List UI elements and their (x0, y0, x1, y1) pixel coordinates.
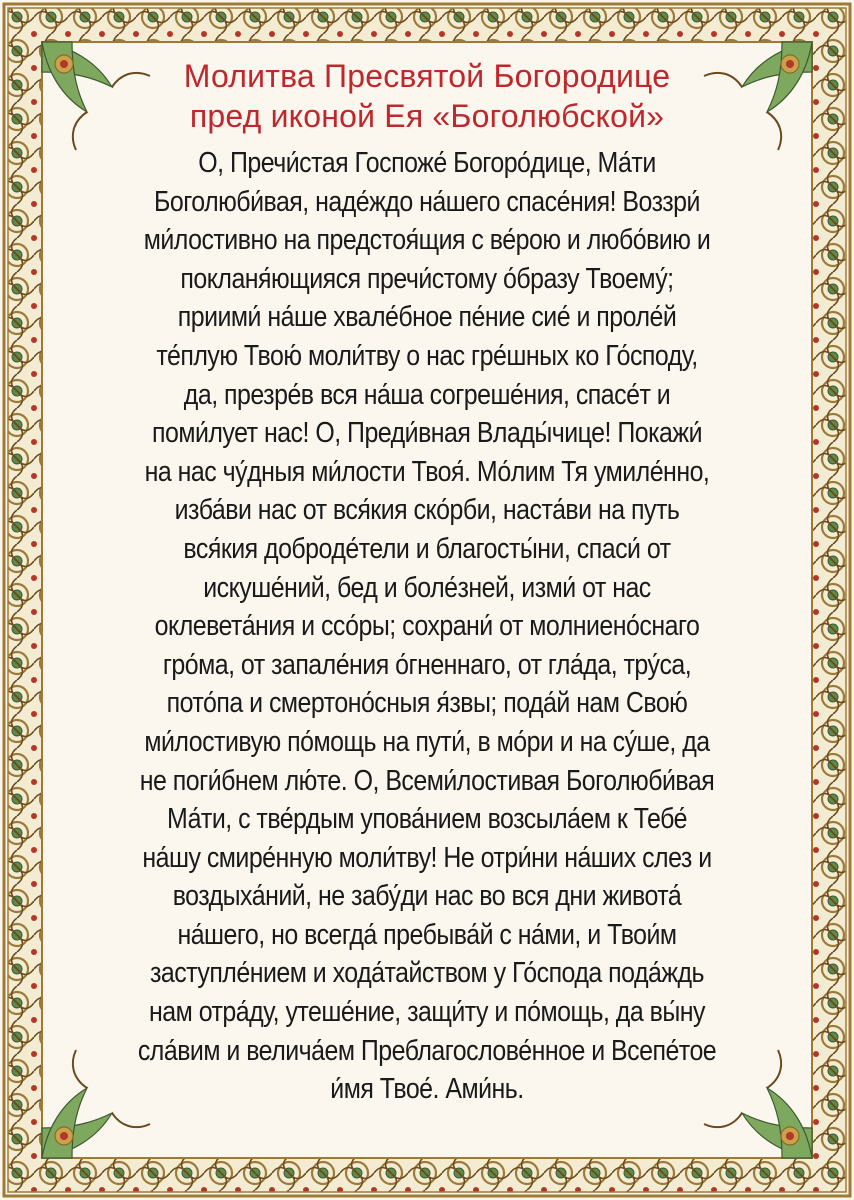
prayer-line: воздыха́ний, не забу́ди нас во вся дни живота́ (172, 880, 682, 913)
title-line: пред иконой Ея «Боголюбской» (189, 98, 665, 134)
prayer-line: сла́вим и велича́ем Преблагослове́нное и Всепе́тое (137, 1034, 717, 1067)
prayer-title (62, 56, 792, 136)
prayer-line: ми́лостивно на предстоя́щия с ве́рою и любо́вию и (143, 224, 711, 257)
prayer-line: нам отра́ду, утеше́ние, защи́ту и по́мощь, да вы́ну (149, 996, 705, 1029)
prayer-line: пото́па и смертоно́сныя я́звы; пода́й нам Свою́ (166, 687, 688, 720)
prayer-line: искуше́ний, бед и боле́зней, изми́ от нас (203, 571, 651, 604)
prayer-line: те́плую Твою́ моли́тву о нас гре́шных ко Го́споду, (156, 339, 698, 372)
prayer-line: гро́ма, от запале́ния о́гненнаго, от гла́да, тру́са, (162, 648, 692, 681)
prayer-line: оклевета́ния и ссо́ры; сохрани́ от молниено́снаго (154, 610, 700, 643)
prayer-line: и́мя Твое́. Ами́нь. (330, 1073, 524, 1106)
prayer-line: да, презре́в вся на́ша согреше́ния, спасе́т и (183, 378, 671, 411)
prayer-line: на́шего, но всегда́ пребыва́й с на́ми, и Твои́м (177, 918, 677, 951)
prayer-line: на́шу смире́нную моли́тву! Не отри́ни на́ших слез и (142, 841, 712, 874)
prayer-line: вся́кия доброде́тели и благосты́ни, спаси́ от (183, 532, 671, 565)
prayer-line: покланя́ющияся пречи́стому о́бразу Твоему́; (180, 262, 674, 295)
prayer-line: не поги́бнем лю́те. О, Всеми́лостивая Боголюби́вая (139, 764, 715, 797)
prayer-line: изба́ви нас от вся́кия ско́рби, наста́ви на путь (174, 494, 680, 527)
prayer-text (62, 144, 791, 1109)
prayer-line: Ма́ти, с тве́рдым упова́нием возсыла́ем к Тебе́ (167, 803, 687, 836)
title-line: Молитва Пресвятой Богородице (183, 58, 671, 94)
prayer-line: приими́ на́ше хвале́бное пе́ние сие́ и проле́й (177, 301, 677, 334)
prayer-line: заступле́нием и хода́тайством у Го́спода пода́ждь (149, 957, 705, 990)
prayer-line: поми́лует нас! О, Преди́вная Влады́чице! Покажи́ (152, 417, 702, 450)
prayer-content (62, 52, 792, 1152)
prayer-line: ми́лостивую по́мощь на пути́, в мо́ри и на су́ше, да (144, 725, 710, 758)
prayer-line: Боголюби́вая, наде́ждо на́шего спасе́ния! Воззри́ (154, 185, 700, 218)
prayer-line: на нас чу́дныя ми́лости Твоя́. Мо́лим Тя умиле́нно, (144, 455, 710, 488)
prayer-line: О, Пречи́стая Госпоже́ Богоро́дице, Ма́ти (198, 147, 656, 179)
